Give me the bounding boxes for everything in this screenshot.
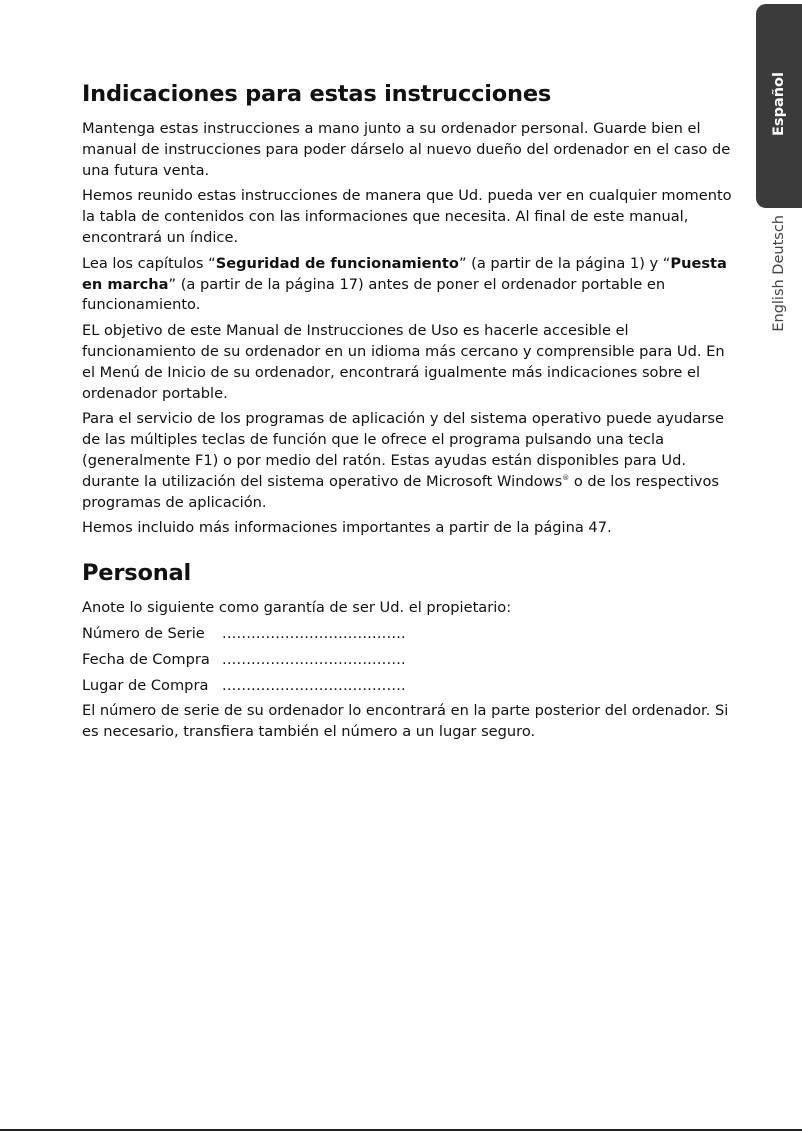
paragraph-5 (82, 409, 732, 513)
field-blank-line: ...................................... (222, 676, 406, 694)
field-label: Fecha de Compra (82, 650, 210, 668)
section-title-personal: Personal (82, 560, 192, 587)
paragraph-2: Hemos reunido estas instrucciones de manera que Ud. pueda ver en cualquier momento la tabla de contenidos con las informaciones que necesita. Al final de este manual, encontrará un índice. (82, 187, 732, 246)
field-label: Lugar de Compra (82, 676, 209, 694)
paragraph-5-text-2: o de los respectivos programas de aplicación. (82, 472, 719, 511)
language-tab-espanol[interactable] (756, 4, 802, 208)
paragraph-5-text-1: Para el servicio de los programas de aplicación y del sistema operativo puede ayudarse de las múltiples teclas de función que le ofrece el programa pulsando una tecla (generalmente F1) o por medio del ratón. Estas ayudas están disponibles para Ud. durante la utilización del sistema operativo de Microsoft Windows (82, 410, 724, 490)
registered-mark: ® (562, 473, 570, 482)
language-tab-english-deutsch-label: English Deutsch (771, 215, 787, 332)
paragraph-3-text-2: ” (a partir de la página 1) y “ (458, 254, 671, 272)
field-fecha-de-compra (82, 650, 732, 671)
paragraph-3 (82, 254, 732, 316)
section-title-indicaciones: Indicaciones para estas instrucciones (82, 81, 552, 107)
field-lugar-de-compra (82, 676, 732, 697)
language-tab-english-deutsch[interactable] (756, 208, 802, 353)
field-label: Número de Serie (82, 624, 205, 642)
personal-outro: El número de serie de su ordenador lo encontrará en la parte posterior del ordenador. Si es necesario, transfiera también el número a un lugar seguro. (82, 702, 729, 741)
chapter-ref-seguridad: Seguridad de funcionamiento (215, 254, 459, 272)
paragraph-4: EL objetivo de este Manual de Instrucciones de Uso es hacerle accesible el funcionamiento de su ordenador en un idioma más cercano y comprensible para Ud. En el Menú de Inicio de su ordenador, encontrará igualmente más indicaciones sobre el ordenador portable. (82, 322, 725, 402)
field-blank-line: ...................................... (222, 650, 406, 668)
paragraph-1: Mantenga estas instrucciones a mano junto a su ordenador personal. Guarde bien el manual de instrucciones para poder dárselo al nuevo dueño del ordenador en el caso de una futura venta. (82, 120, 731, 179)
bottom-rule-divider (0, 1129, 802, 1131)
language-tab-espanol-label: Español (771, 72, 787, 136)
chapter-ref-puesta-en-marcha: Puesta en marcha (82, 254, 727, 293)
personal-intro: Anote lo siguiente como garantía de ser Ud. el propietario: (82, 599, 512, 617)
page-content (82, 78, 732, 748)
field-blank-line: ...................................... (222, 624, 406, 642)
paragraph-3-text-3: ” (a partir de la página 17) antes de poner el ordenador portable en funcionamiento. (82, 275, 666, 314)
field-numero-de-serie (82, 624, 732, 645)
paragraph-6: Hemos incluido más informaciones importantes a partir de la página 47. (82, 519, 612, 537)
paragraph-3-text-1: Lea los capítulos “ (82, 254, 216, 272)
